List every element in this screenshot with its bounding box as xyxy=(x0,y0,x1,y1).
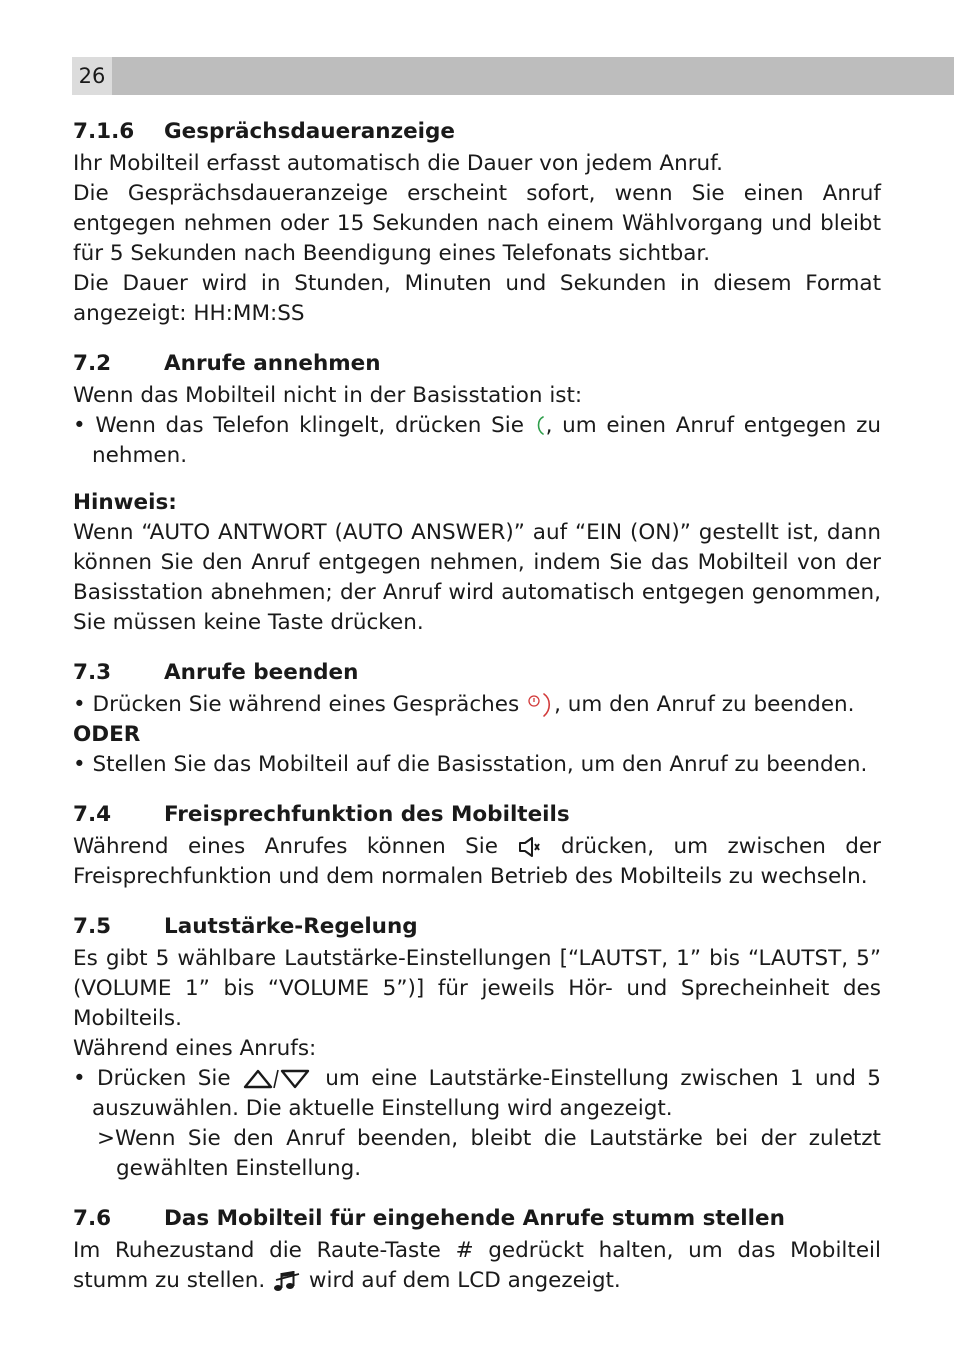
ringer-off-icon xyxy=(272,1268,302,1294)
section-heading-7-6 xyxy=(73,1201,881,1236)
section-heading-7-2 xyxy=(73,346,881,381)
paragraph-text: drücken, um zwischen der Freisprechfunktion und dem normalen Betrieb des Mobilteils zu wechseln. xyxy=(73,834,881,889)
section-title: Gesprächsdaueranzeige xyxy=(164,119,456,144)
section-heading-7-3 xyxy=(73,655,881,690)
call-end-icon xyxy=(526,691,554,719)
bullet-text: , um einen Anruf entgegen zu nehmen. xyxy=(92,413,881,468)
paragraph: Wenn das Mobilteil nicht in der Basisstation ist: xyxy=(73,383,583,408)
volume-up-down-icon xyxy=(242,1068,314,1090)
paragraph-text: Während eines Anrufes können Sie xyxy=(73,834,499,859)
oder-label: ODER xyxy=(73,722,141,747)
bullet-text: Stellen Sie das Mobilteil auf die Basisstation, um den Anruf zu beenden. xyxy=(92,752,868,777)
header-bar xyxy=(72,57,954,95)
note-label: Hinweis: xyxy=(73,490,177,515)
bullet-item: • Drücken Sie um eine Lautstärke-Einstellung zwischen 1 und 5 auszuwählen. Die aktuelle Einstellung wird angezeigt. xyxy=(73,1066,881,1121)
paragraph: Es gibt 5 wählbare Lautstärke-Einstellungen [“LAUTST, 1” bis “LAUTST, 5” (VOLUME 1” bis “VOLUME 5”)] für jeweils Hör- und Sprecheinheit des Mobilteils. xyxy=(73,946,881,1031)
section-number: 7.3 xyxy=(73,660,112,685)
bullet-item: • Drücken Sie während eines Gespräches , um den Anruf zu beenden. xyxy=(73,692,855,717)
sub-bullet-text: Wenn Sie den Anruf beenden, bleibt die Lautstärke bei der zuletzt gewählten Einstellung. xyxy=(115,1126,881,1181)
note-text: Wenn “AUTO ANTWORT (AUTO ANSWER)” auf “EIN (ON)” gestellt ist, dann können Sie den Anruf entgegen nehmen, indem Sie das Mobilteil von der Basisstation abnehmen; der Anruf wird automatisch entgegen genommen, Sie müssen keine Taste drücken. xyxy=(73,520,881,635)
bullet-item: • Wenn das Telefon klingelt, drücken Sie , um einen Anruf entgegen zu nehmen. xyxy=(73,413,881,468)
paragraph: Die Gesprächsdaueranzeige erscheint sofort, wenn Sie einen Anruf entgegen nehmen oder 15 Sekunden nach einem Wählvorgang und bleibt für 5 Sekunden nach Beendigung eines Telefonats sichtbar. xyxy=(73,181,881,266)
section-number: 7.1.6 xyxy=(73,119,135,144)
paragraph: Während eines Anrufs: xyxy=(73,1036,317,1061)
paragraph: Ihr Mobilteil erfasst automatisch die Dauer von jedem Anruf. xyxy=(73,151,724,176)
paragraph xyxy=(73,832,881,892)
page-content xyxy=(73,114,881,1296)
section-title: Anrufe annehmen xyxy=(164,351,381,376)
sub-bullet-marker: > xyxy=(97,1126,116,1151)
section-number: 7.6 xyxy=(73,1206,112,1231)
section-number: 7.4 xyxy=(73,802,112,827)
call-answer-icon xyxy=(534,416,546,436)
section-heading-7-5 xyxy=(73,909,881,944)
section-number: 7.2 xyxy=(73,351,112,376)
section-title: Lautstärke-Regelung xyxy=(164,914,418,939)
bullet-text: Wenn das Telefon klingelt, drücken Sie xyxy=(95,413,524,438)
speaker-icon xyxy=(517,836,541,858)
paragraph xyxy=(73,1236,881,1296)
section-number: 7.5 xyxy=(73,914,112,939)
sub-bullet-item xyxy=(73,1124,881,1184)
paragraph-text: Im Ruhezustand die Raute-Taste # gedrückt halten, um das Mobilteil stumm zu stellen. xyxy=(73,1238,881,1293)
page-number: 26 xyxy=(72,57,112,95)
section-heading-7-1-6 xyxy=(73,114,881,149)
section-title: Das Mobilteil für eingehende Anrufe stumm stellen xyxy=(164,1206,785,1231)
bullet-text: um eine Lautstärke-Einstellung zwischen 1 und 5 auszuwählen. Die aktuelle Einstellung wird angezeigt. xyxy=(92,1066,881,1121)
section-heading-7-4 xyxy=(73,797,881,832)
bullet-text: , um den Anruf zu beenden. xyxy=(554,692,855,717)
paragraph: Die Dauer wird in Stunden, Minuten und Sekunden in diesem Format angezeigt: HH:MM:SS xyxy=(73,271,881,326)
section-title: Anrufe beenden xyxy=(164,660,359,685)
section-title: Freisprechfunktion des Mobilteils xyxy=(164,802,570,827)
bullet-item: • Stellen Sie das Mobilteil auf die Basisstation, um den Anruf zu beenden. xyxy=(73,752,868,777)
bullet-text: Drücken Sie während eines Gespräches xyxy=(92,692,520,717)
bullet-text: Drücken Sie xyxy=(97,1066,231,1091)
paragraph-text: wird auf dem LCD angezeigt. xyxy=(308,1268,621,1293)
